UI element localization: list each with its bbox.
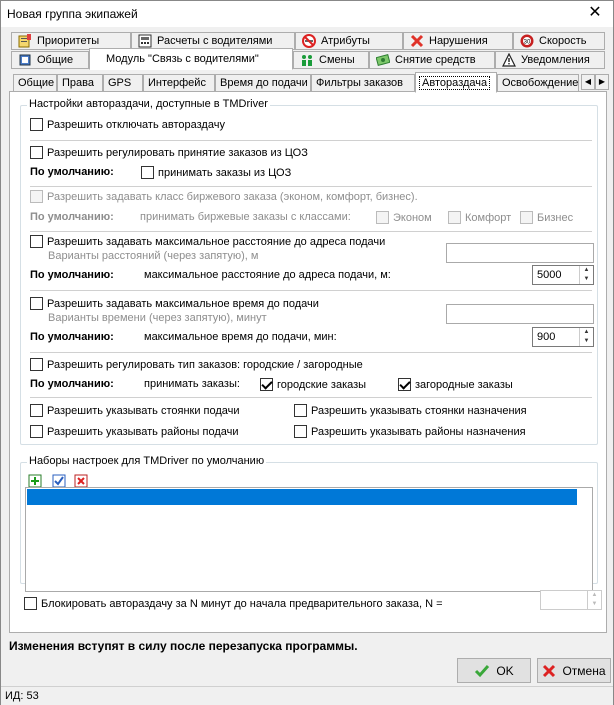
default-label-disabled: По умолчанию:	[30, 211, 114, 223]
checkbox-box	[398, 378, 411, 391]
window-title: Новая группа экипажей	[7, 7, 138, 21]
violation-x-icon	[410, 34, 424, 48]
time-variants-input[interactable]	[446, 304, 594, 324]
allow-dest-areas-checkbox[interactable]	[294, 425, 526, 438]
tab-attributes[interactable]	[295, 32, 403, 50]
max-time-value: 900	[537, 331, 556, 343]
tab-violations[interactable]	[403, 32, 513, 50]
max-time-label: максимальное время до подачи, мин:	[144, 331, 337, 343]
block-autodispatch-checkbox[interactable]	[24, 597, 443, 610]
checkbox-label: Эконом	[393, 211, 432, 224]
tab-label: Скорость	[539, 35, 587, 47]
default-label: По умолчанию:	[30, 331, 114, 343]
divider	[30, 397, 592, 398]
allow-max-distance-checkbox[interactable]	[30, 235, 385, 248]
cancel-button[interactable]	[537, 658, 611, 683]
restart-notice: Изменения вступят в силу после перезапуска программы.	[9, 639, 358, 653]
tab-label: Общие	[37, 54, 74, 66]
subtab-order-filters[interactable]: Фильтры заказов	[311, 74, 415, 92]
title-bar	[1, 1, 613, 27]
cancel-x-icon	[542, 664, 556, 678]
subtab-time-to-pickup[interactable]: Время до подачи	[215, 74, 311, 92]
subtab-label: Авторaздача	[422, 76, 488, 89]
max-distance-value: 5000	[537, 269, 562, 281]
checkbox-box	[30, 297, 43, 310]
general-icon	[18, 53, 32, 67]
autodispatch-page	[9, 91, 607, 633]
default-label: По умолчанию:	[30, 269, 114, 281]
tab-label: Атрибуты	[321, 35, 370, 47]
check-icon	[474, 664, 490, 678]
checkbox-box	[30, 235, 43, 248]
spin-down-icon[interactable]: ▼	[583, 338, 590, 344]
tab-label: Уведомления	[521, 54, 590, 66]
accept-exchange-classes-label: принимать биржевые заказы с классами:	[140, 211, 351, 223]
checkbox-label: Блокировать автораздачу за N минут до начала предварительного заказа, N =	[41, 597, 443, 610]
subtab-release[interactable]: Освобождение	[497, 74, 579, 92]
checkbox-label: принимать заказы из ЦОЗ	[158, 166, 292, 179]
accept-orders-label: принимать заказы:	[144, 378, 240, 390]
max-distance-spinner[interactable]	[532, 265, 594, 285]
checkbox-label: Разрешить указывать стоянки подачи	[47, 404, 240, 417]
allow-order-type-checkbox[interactable]	[30, 358, 363, 371]
checkbox-label: Разрешить задавать максимальное расстояние до адреса подачи	[47, 235, 386, 248]
checkbox-box	[30, 404, 43, 417]
edit-preset-icon[interactable]	[52, 474, 66, 488]
subtab-general[interactable]: Общие	[13, 74, 57, 92]
checkbox-label: Разрешить отключать автораздачу	[47, 118, 225, 131]
tab-label: Модуль "Связь с водителями"	[106, 53, 259, 65]
ok-button-label: OK	[496, 663, 514, 678]
checkbox-box	[30, 146, 43, 159]
allow-max-time-checkbox[interactable]	[30, 297, 319, 310]
tab-shifts[interactable]	[293, 51, 369, 69]
divider	[30, 186, 592, 187]
checkbox-box	[520, 211, 533, 224]
checkbox-label: Разрешить указывать районы подачи	[47, 425, 239, 438]
spin-down-icon[interactable]: ▼	[591, 601, 598, 607]
checkbox-label: Разрешить указывать стоянки назначения	[311, 404, 527, 417]
max-time-spinner[interactable]	[532, 327, 594, 347]
accept-from-coz-checkbox[interactable]	[141, 166, 291, 179]
allow-disable-checkbox[interactable]	[30, 118, 225, 131]
checkbox-box	[24, 597, 37, 610]
checkbox-box	[30, 358, 43, 371]
tab-label: Приоритеты	[37, 35, 100, 47]
block-minutes-value	[541, 591, 587, 609]
allow-exchange-class-checkbox[interactable]	[30, 190, 418, 203]
checkbox-label: Бизнес	[537, 211, 574, 224]
checkbox-box	[30, 190, 43, 203]
default-label: По умолчанию:	[30, 166, 114, 178]
calculator-icon	[138, 34, 152, 48]
distance-variants-hint: Варианты расстояний (через запятую), м	[48, 250, 259, 262]
record-id: ИД: 53	[5, 690, 39, 702]
tab-withdrawal[interactable]	[369, 51, 495, 69]
status-bar	[1, 686, 613, 705]
checkbox-box	[30, 118, 43, 131]
divider	[30, 231, 592, 232]
tab-notifications[interactable]	[495, 51, 605, 69]
checkbox-box	[448, 211, 461, 224]
checkbox-label: Комфорт	[465, 211, 512, 224]
money-icon	[376, 53, 390, 67]
class-economy-checkbox[interactable]	[376, 211, 432, 224]
distance-variants-input[interactable]	[446, 243, 594, 263]
tab-label: Смены	[319, 54, 355, 66]
cancel-button-label: Отмена	[562, 663, 606, 678]
shifts-icon	[300, 53, 314, 67]
checkbox-label: Разрешить задавать максимальное время до подачи	[47, 297, 319, 310]
speed-limit-icon	[520, 34, 534, 48]
city-orders-checkbox[interactable]	[260, 378, 366, 391]
suburban-orders-checkbox[interactable]	[398, 378, 513, 391]
checkbox-box	[294, 425, 307, 438]
checkbox-label: Разрешить задавать класс биржевого заказа (эконом, комфорт, бизнес).	[47, 190, 418, 203]
spin-up-icon[interactable]: ▲	[583, 267, 590, 273]
subtab-interface[interactable]: Интерфейс	[143, 74, 215, 92]
tab-scroll-right-button[interactable]: ▶	[595, 74, 609, 90]
close-icon[interactable]: ✕	[588, 4, 602, 21]
block-minutes-spinner[interactable]	[540, 590, 602, 610]
settings-group-legend: Настройки автораздачи, доступные в TMDriver	[29, 98, 268, 110]
subtab-rights[interactable]: Права	[57, 74, 103, 92]
tab-label: Снятие средств	[395, 54, 476, 66]
checkbox-box	[30, 425, 43, 438]
allow-regulate-coz-checkbox[interactable]	[30, 146, 308, 159]
divider	[30, 290, 592, 291]
checkbox-box	[294, 404, 307, 417]
checkbox-label: городские заказы	[277, 378, 367, 391]
priorities-icon	[18, 34, 32, 48]
checkbox-box	[141, 166, 154, 179]
tab-label: Нарушения	[429, 35, 488, 47]
class-comfort-checkbox[interactable]	[448, 211, 511, 224]
checkbox-box	[260, 378, 273, 391]
checkbox-label: Разрешить регулировать принятие заказов из ЦОЗ	[47, 146, 308, 159]
spin-down-icon[interactable]: ▼	[583, 276, 590, 282]
tab-scroll-left-button[interactable]: ◀	[581, 74, 595, 90]
presets-group-legend: Наборы настроек для TMDriver по умолчанию	[29, 455, 265, 467]
subtab-gps[interactable]: GPS	[103, 74, 143, 92]
divider	[30, 140, 592, 141]
default-label: По умолчанию:	[30, 378, 114, 390]
svg-text:30: 30	[523, 39, 531, 46]
tab-driver-communication-module[interactable]	[89, 48, 293, 70]
selected-preset-row[interactable]	[27, 489, 577, 505]
tab-label: Расчеты с водителями	[157, 35, 273, 47]
allow-pickup-areas-checkbox[interactable]	[30, 425, 239, 438]
checkbox-label: Разрешить регулировать тип заказов: городские / загородные	[47, 358, 363, 371]
spin-up-icon[interactable]: ▲	[583, 329, 590, 335]
subtab-autodispatch[interactable]	[415, 72, 497, 93]
class-business-checkbox[interactable]	[520, 211, 573, 224]
allow-pickup-stops-checkbox[interactable]	[30, 404, 240, 417]
no-smoking-icon	[302, 34, 316, 48]
time-variants-hint: Варианты времени (через запятую), минут	[48, 312, 267, 324]
tab-speed[interactable]	[513, 32, 605, 50]
divider	[30, 352, 592, 353]
checkbox-box	[376, 211, 389, 224]
spin-up-icon[interactable]: ▲	[591, 592, 598, 598]
max-distance-label: максимальное расстояние до адреса подачи, м:	[144, 269, 391, 281]
presets-list[interactable]	[25, 487, 593, 592]
checkbox-label: загородные заказы	[415, 378, 513, 391]
add-preset-icon[interactable]	[28, 474, 42, 488]
ok-button[interactable]	[457, 658, 531, 683]
warning-icon	[502, 53, 516, 67]
checkbox-label: Разрешить указывать районы назначения	[311, 425, 526, 438]
allow-dest-stops-checkbox[interactable]	[294, 404, 527, 417]
delete-preset-icon[interactable]	[74, 474, 88, 488]
tab-general[interactable]	[11, 51, 89, 69]
